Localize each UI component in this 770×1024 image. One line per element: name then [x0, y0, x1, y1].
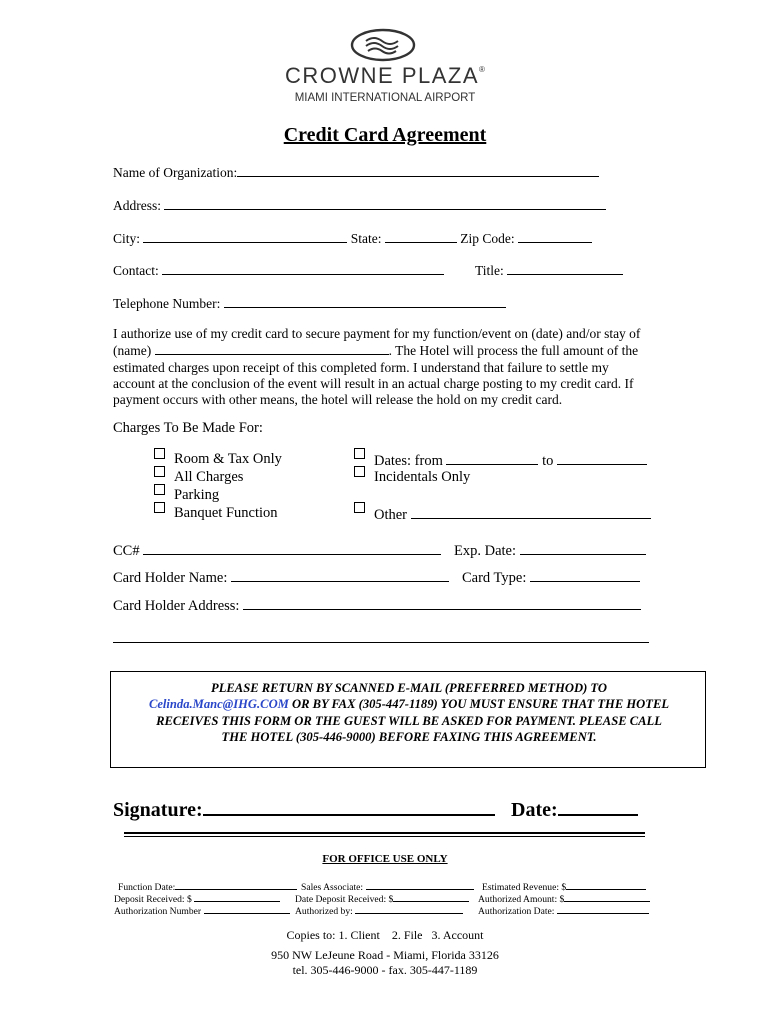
- exp-label: Exp. Date:: [454, 543, 517, 559]
- dates-from-field[interactable]: [446, 450, 538, 465]
- organization-label: Name of Organization:: [113, 165, 238, 180]
- card-type-row: [462, 567, 640, 586]
- holder-address-label: Card Holder Address:: [113, 598, 240, 614]
- brand-name: CROWNE PLAZA®: [285, 63, 487, 88]
- authorization-date-row: Authorization Date:: [478, 904, 649, 918]
- copies-line: Copies to: 1. Client 2. File 3. Account: [286, 928, 484, 942]
- deposit-received-field[interactable]: [194, 892, 280, 902]
- authorization-number-field[interactable]: [204, 904, 290, 914]
- date-row: [511, 796, 638, 822]
- address-label: Address:: [113, 198, 161, 213]
- address-row: [113, 195, 606, 214]
- exp-row: [454, 540, 646, 559]
- cc-label: CC#: [113, 543, 140, 559]
- state-field[interactable]: [385, 228, 457, 243]
- charge-option-other[interactable]: Other: [374, 504, 651, 524]
- contact-field[interactable]: [162, 260, 444, 275]
- holder-address-row: [113, 595, 641, 614]
- authorization-number-row: Authorization Number: [114, 904, 290, 918]
- signature-row: [113, 796, 495, 822]
- cc-row: [113, 540, 441, 559]
- deposit-received-row: Deposit Received: $: [114, 892, 280, 906]
- authorization-paragraph: [113, 326, 657, 408]
- title-row: [475, 260, 623, 279]
- authorized-by-field[interactable]: [355, 904, 463, 914]
- authorization-line-1: I authorize use of my credit card to secure payment for my function/event on (date) and/or stay of: [113, 326, 641, 341]
- telephone-field[interactable]: [224, 293, 506, 308]
- crowne-plaza-logo-icon: [350, 28, 416, 62]
- holder-name-field[interactable]: [231, 567, 449, 582]
- authorized-by-row: Authorized by:: [295, 904, 463, 918]
- cc-field[interactable]: [143, 540, 441, 555]
- holder-address-field[interactable]: [243, 595, 641, 610]
- other-field[interactable]: [411, 504, 651, 519]
- address-field[interactable]: [164, 195, 606, 210]
- charge-option-dates[interactable]: Dates: from to: [374, 450, 647, 470]
- dates-to-field[interactable]: [557, 450, 647, 465]
- charge-option-banquet[interactable]: Banquet Function: [174, 504, 278, 522]
- authorization-date-field[interactable]: [557, 904, 649, 914]
- authorization-line-5: payment occurs with other means, the hotel will release the hold on my credit card.: [113, 392, 563, 408]
- return-notice-text: PLEASE RETURN BY SCANNED E-MAIL (PREFERRED METHOD) TO Celinda.Manc@IHG.COM OR BY FAX (305-447-1189) YOU MUST ENSURE THAT THE HOTEL RECEIVES THIS FORM OR THE GUEST WILL BE ASKED FOR PAYMENT. PLEASE CALL THE HOTEL (305-446-9000) BEFORE FAXING THIS AGREEMENT.: [148, 681, 670, 745]
- authorization-line-3: estimated charges upon receipt of this completed form. I understand that failure to settle my: [113, 359, 609, 375]
- telephone-label: Telephone Number:: [113, 296, 221, 311]
- authorized-amount-row: Authorized Amount: $: [478, 892, 650, 906]
- authorization-line-2: (name) . The Hotel will process the full amount of the: [113, 343, 639, 359]
- contact-label: Contact:: [113, 263, 159, 278]
- brand-subtitle: MIAMI INTERNATIONAL AIRPORT: [294, 92, 476, 104]
- checkbox[interactable]: [354, 466, 365, 477]
- zip-label: Zip Code:: [460, 231, 515, 246]
- holder-address-field-2[interactable]: [113, 642, 649, 643]
- holder-name-label: Card Holder Name:: [113, 570, 228, 586]
- date-deposit-received-row: Date Deposit Received: $: [295, 892, 469, 906]
- hotel-phones: tel. 305-446-9000 - fax. 305-447-1189: [292, 963, 478, 977]
- zip-field[interactable]: [518, 228, 592, 243]
- form-title: Credit Card Agreement: [283, 124, 487, 146]
- sales-associate-field[interactable]: [366, 880, 474, 890]
- signature-field[interactable]: [203, 796, 495, 816]
- checkbox[interactable]: [354, 502, 365, 513]
- telephone-row: [113, 293, 506, 312]
- date-label: Date:: [511, 799, 558, 821]
- office-use-heading: FOR OFFICE USE ONLY: [322, 853, 448, 865]
- checkbox[interactable]: [154, 466, 165, 477]
- title-label: Title:: [475, 263, 504, 278]
- charge-option-room-tax[interactable]: Room & Tax Only: [174, 450, 282, 468]
- function-date-field[interactable]: [175, 880, 297, 890]
- card-type-field[interactable]: [530, 567, 640, 582]
- state-label: State:: [350, 231, 382, 246]
- checkbox[interactable]: [154, 484, 165, 495]
- divider: [124, 832, 645, 834]
- charges-heading: Charges To Be Made For:: [113, 420, 263, 436]
- holder-name-row: [113, 567, 449, 586]
- hotel-address: 950 NW LeJeune Road - Miami, Florida 33126: [271, 948, 499, 962]
- divider: [124, 836, 645, 837]
- authorized-amount-field[interactable]: [564, 892, 650, 902]
- authorization-name-field[interactable]: [155, 342, 389, 355]
- sales-associate-row: Sales Associate:: [301, 880, 474, 894]
- contact-row: [113, 260, 444, 279]
- checkbox[interactable]: [154, 502, 165, 513]
- exp-field[interactable]: [520, 540, 646, 555]
- organization-field[interactable]: [237, 162, 599, 177]
- city-state-zip-row: [113, 228, 592, 247]
- return-notice-box: [110, 671, 706, 768]
- charge-option-incidentals[interactable]: Incidentals Only: [374, 468, 470, 486]
- checkbox[interactable]: [354, 448, 365, 459]
- city-label: City:: [113, 231, 141, 246]
- city-field[interactable]: [143, 228, 347, 243]
- charge-option-all-charges[interactable]: All Charges: [174, 468, 243, 486]
- title-field[interactable]: [507, 260, 623, 275]
- signature-label: Signature:: [113, 799, 203, 821]
- authorization-line-4: account at the conclusion of the event will result in an actual charge posting to my credit card. If: [113, 375, 634, 391]
- date-field[interactable]: [558, 796, 638, 816]
- date-deposit-received-field[interactable]: [393, 892, 469, 902]
- checkbox[interactable]: [154, 448, 165, 459]
- estimated-revenue-field[interactable]: [566, 880, 646, 890]
- card-type-label: Card Type:: [462, 570, 527, 586]
- email-link[interactable]: Celinda.Manc@IHG.COM: [148, 697, 289, 712]
- function-date-row: Function Date:: [118, 880, 297, 894]
- organization-row: [113, 162, 599, 181]
- charge-option-parking[interactable]: Parking: [174, 486, 219, 504]
- estimated-revenue-row: Estimated Revenue: $: [482, 880, 646, 894]
